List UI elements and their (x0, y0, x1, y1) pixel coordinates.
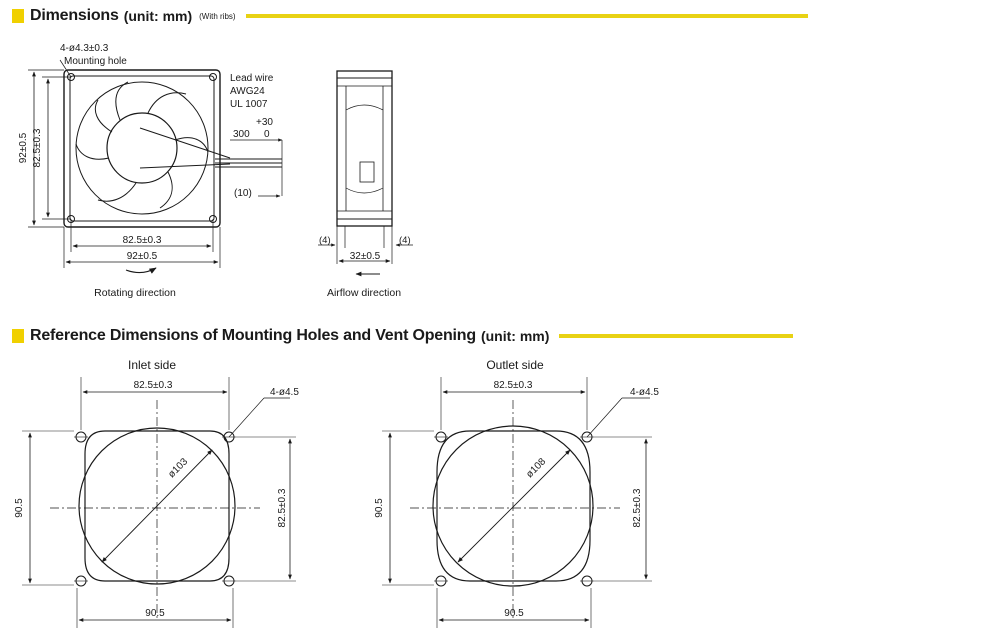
section-title: Dimensions (30, 7, 119, 24)
inlet-height-outer: 90.5 (14, 498, 25, 518)
side-depth-dim: 32±0.5 (349, 251, 381, 262)
lead-length: 300 (233, 129, 250, 140)
outlet-hole-label: 4-ø4.5 (630, 387, 659, 398)
front-width-outer: 92±0.5 (126, 251, 158, 262)
outlet-height-outer: 90.5 (374, 498, 385, 518)
section-title: Reference Dimensions of Mounting Holes and Vent Opening (30, 327, 476, 344)
lead-wire-standard: UL 1007 (230, 99, 268, 110)
lead-wire-gauge: AWG24 (230, 86, 265, 97)
side-right-dim: (4) (399, 235, 411, 246)
inlet-diameter: ø103 (166, 456, 191, 481)
inlet-width-outer: 90.5 (145, 608, 165, 619)
front-height-inner: 82.5±0.3 (32, 128, 43, 168)
inlet-side-label: Inlet side (127, 358, 177, 372)
hole-sublabel: Mounting hole (64, 56, 127, 67)
inlet-height-inner: 82.5±0.3 (277, 488, 288, 528)
rotating-direction-caption: Rotating direction (94, 287, 176, 299)
outlet-diameter: ø108 (524, 456, 549, 481)
outlet-side-label: Outlet side (486, 358, 544, 372)
lead-wires (215, 159, 282, 167)
outlet-width-outer: 90.5 (504, 608, 524, 619)
inlet-hole-label: 4-ø4.5 (270, 387, 299, 398)
section-note: (With ribs) (199, 11, 236, 21)
side-left-dim: (4) (319, 235, 331, 246)
lead-tolerance-upper: +30 (256, 117, 273, 128)
outlet-top-dim: 82.5±0.3 (493, 380, 533, 391)
outlet-height-inner: 82.5±0.3 (632, 488, 643, 528)
inlet-top-dim: 82.5±0.3 (133, 380, 173, 391)
section-unit: (unit: mm) (123, 8, 193, 24)
front-height-outer: 92±0.5 (18, 132, 29, 164)
inlet-side-drawing (22, 377, 296, 628)
lead-tolerance-lower: 0 (264, 129, 270, 140)
hole-label: 4-ø4.3±0.3 (60, 43, 109, 54)
outlet-side-drawing (382, 377, 652, 628)
section-unit: (unit: mm) (480, 328, 550, 344)
airflow-direction-caption: Airflow direction (326, 287, 402, 299)
lead-strip-length: (10) (234, 188, 252, 199)
lead-wire-label: Lead wire (230, 73, 274, 84)
front-width-inner: 82.5±0.3 (122, 235, 162, 246)
